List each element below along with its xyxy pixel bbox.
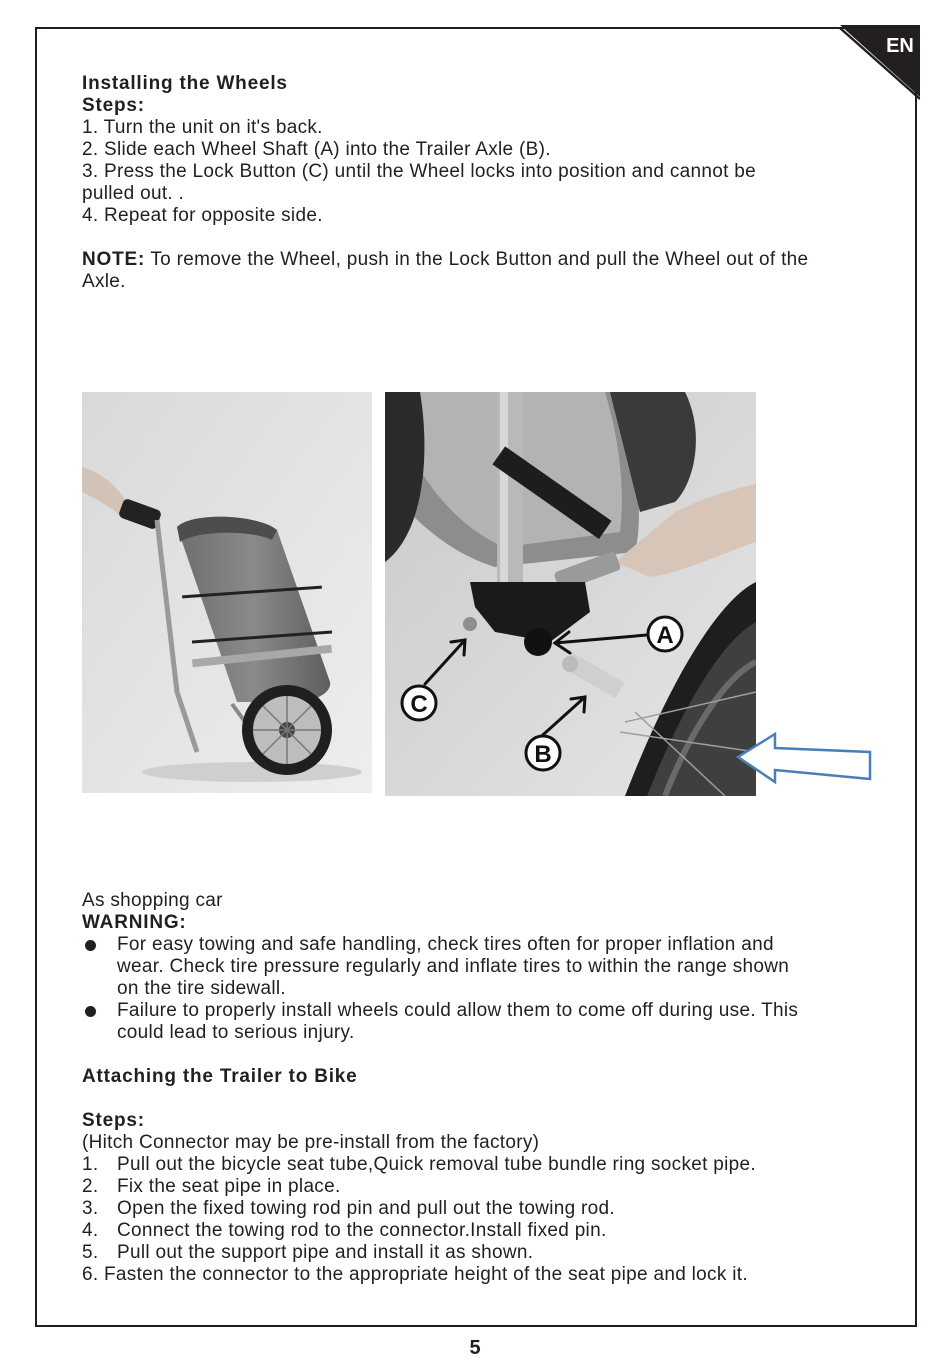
note-text-continued: Axle. (82, 271, 126, 292)
page-number: 5 (469, 1337, 481, 1359)
step-number: 5. (82, 1242, 99, 1263)
installing-section (82, 73, 882, 293)
warning-text: wear. Check tire pressure regularly and inflate tires to within the range shown (117, 956, 790, 977)
warning-bullet (82, 934, 882, 1000)
step-number: 1. (82, 1154, 99, 1175)
note-label: NOTE: (82, 249, 146, 270)
step-text: Connect the towing rod to the connector.Install fixed pin. (117, 1220, 607, 1241)
attaching-step (82, 1176, 882, 1198)
hitch-note: (Hitch Connector may be pre-install from the factory) (82, 1132, 540, 1153)
attaching-step (82, 1198, 882, 1220)
callout-b-label: B (534, 741, 552, 768)
installing-step: pulled out. . (82, 183, 185, 204)
attaching-step-6: 6. Fasten the connector to the appropriate height of the seat pipe and lock it. (82, 1264, 748, 1285)
language-tab-label: EN (886, 35, 914, 57)
blue-outline-arrow (735, 730, 875, 785)
attaching-steps-label: Steps: (82, 1110, 145, 1131)
attaching-step (82, 1154, 882, 1176)
installing-step: 3. Press the Lock Button (C) until the Wheel locks into position and cannot be (82, 161, 756, 182)
installing-title: Installing the Wheels (82, 73, 288, 94)
warning-text: For easy towing and safe handling, check tires often for proper inflation and (117, 934, 774, 955)
step-text: Fix the seat pipe in place. (117, 1176, 341, 1197)
installing-steps-label: Steps: (82, 95, 145, 116)
step-number: 4. (82, 1220, 99, 1241)
attaching-step (82, 1242, 882, 1264)
warning-text: on the tire sidewall. (117, 978, 286, 999)
step-text: Pull out the bicycle seat tube,Quick removal tube bundle ring socket pipe. (117, 1154, 756, 1175)
wheel-install-photo (385, 392, 756, 796)
step-number: 2. (82, 1176, 99, 1197)
step-text: Pull out the support pipe and install it as shown. (117, 1242, 534, 1263)
step-text: Open the fixed towing rod pin and pull out the towing rod. (117, 1198, 615, 1219)
attaching-title: Attaching the Trailer to Bike (82, 1066, 358, 1087)
installing-step: 1. Turn the unit on it's back. (82, 117, 323, 138)
attaching-step (82, 1220, 882, 1242)
shopping-section (82, 890, 882, 1286)
callout-c-label: C (410, 691, 428, 718)
installing-step: 2. Slide each Wheel Shaft (A) into the Trailer Axle (B). (82, 139, 551, 160)
warning-bullet (82, 1000, 882, 1044)
warning-label: WARNING: (82, 912, 187, 933)
shopping-trolley-photo (82, 392, 372, 793)
shopping-caption: As shopping car (82, 890, 223, 911)
installing-step: 4. Repeat for opposite side. (82, 205, 323, 226)
callout-a-label: A (656, 622, 674, 649)
warning-text: Failure to properly install wheels could allow them to come off during use. This (117, 1000, 799, 1021)
warning-text: could lead to serious injury. (117, 1022, 355, 1043)
step-number: 3. (82, 1198, 99, 1219)
note-text: To remove the Wheel, push in the Lock Button and pull the Wheel out of the (145, 249, 809, 270)
note-paragraph (82, 249, 882, 271)
